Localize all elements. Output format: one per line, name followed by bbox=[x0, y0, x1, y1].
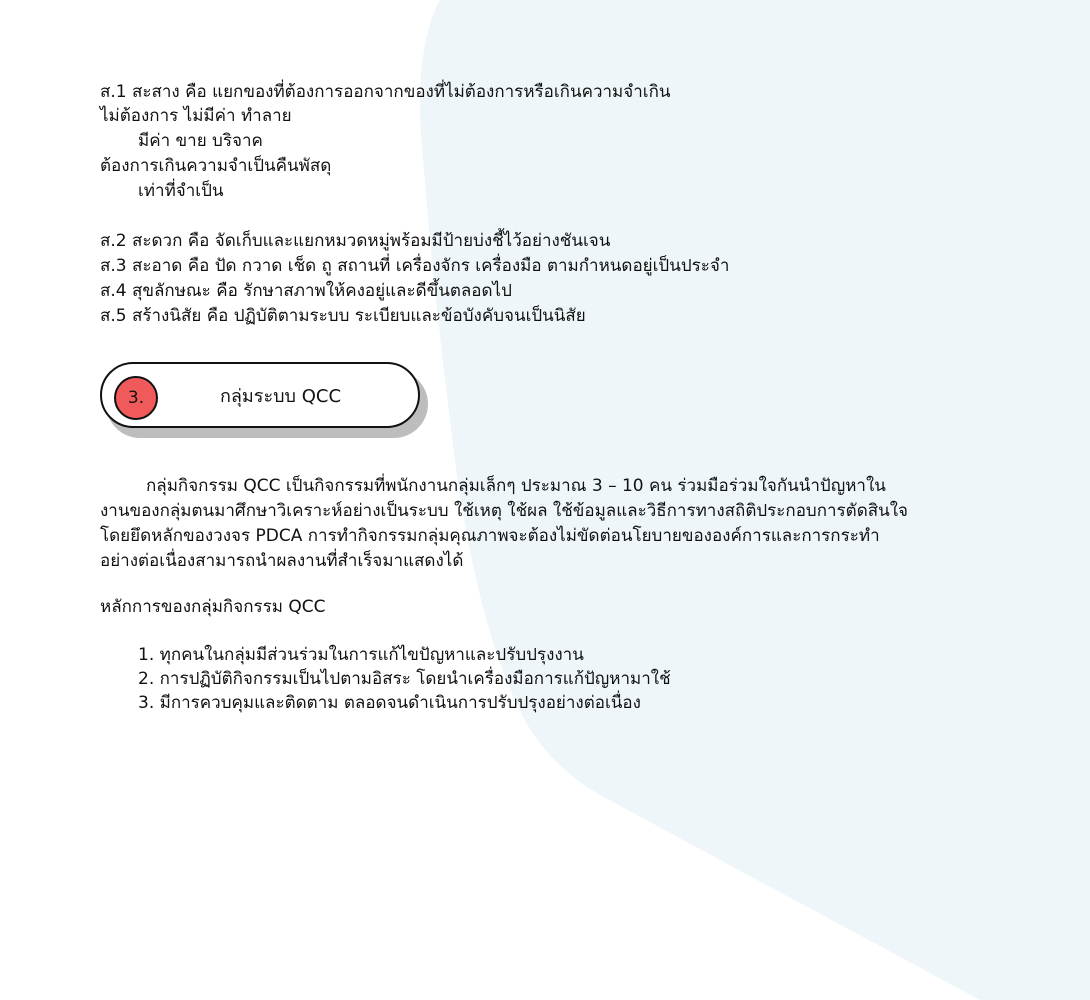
s3-line: ส.3 สะอาด คือ ปัด กวาด เช็ด ถู สถานที่ เครื่องจักร เครื่องมือ ตามกำหนดอยู่เป็นประจำ bbox=[100, 256, 730, 276]
s1-line3: มีค่า ขาย บริจาค bbox=[138, 131, 263, 151]
s2-line: ส.2 สะดวก คือ จัดเก็บและแยกหมวดหมู่พร้อมมีป้ายบ่งชี้ไว้อย่างชันเจน bbox=[100, 231, 611, 251]
section-title: กลุ่มระบบ QCC bbox=[220, 386, 342, 407]
s1-line2: ไม่ต้องการ ไม่มีค่า ทำลาย bbox=[100, 106, 292, 126]
s1-line1: ส.1 สะสาง คือ แยกของที่ต้องการออกจากของที่ไม่ต้องการหรือเกินความจำเกิน bbox=[100, 82, 671, 102]
s1-line5: เท่าที่จำเป็น bbox=[138, 181, 224, 201]
s4-line: ส.4 สุขลักษณะ คือ รักษาสภาพให้คงอยู่และดีขึ้นตลอดไป bbox=[100, 281, 512, 301]
paragraph-line4: อย่างต่อเนื่องสามารถนำผลงานที่สำเร็จมาแสดงได้ bbox=[100, 551, 464, 571]
paragraph-line3: โดยยึดหลักของวงจร PDCA การทำกิจกรรมกลุ่มคุณภาพจะต้องไม่ขัดต่อนโยบายขององค์การและการกระทำ bbox=[100, 526, 880, 546]
section-heading-pill bbox=[100, 362, 420, 428]
principle-item-3: 3. มีการควบคุมและติดตาม ตลอดจนดำเนินการปรับปรุงอย่างต่อเนื่อง bbox=[138, 693, 641, 713]
paragraph-line1: กลุ่มกิจกรรม QCC เป็นกิจกรรมที่พนักงานกลุ่มเล็กๆ ประมาณ 3 – 10 คน ร่วมมือร่วมใจกันนำปัญหาใน bbox=[146, 476, 886, 496]
s5-line: ส.5 สร้างนิสัย คือ ปฏิบัติตามระบบ ระเบียบและข้อบังคับจนเป็นนิสัย bbox=[100, 306, 586, 326]
principle-item-2: 2. การปฏิบัติกิจกรรมเป็นไปตามอิสระ โดยนำเครื่องมือการแก้ปัญหามาใช้ bbox=[138, 669, 671, 689]
paragraph-line2: งานของกลุ่มตนมาศึกษาวิเคราะห์อย่างเป็นระบบ ใช้เหตุ ใช้ผล ใช้ข้อมูลและวิธีการทางสถิติประกอบการตัดสินใจ bbox=[100, 501, 909, 521]
principles-title: หลักการของกลุ่มกิจกรรม QCC bbox=[100, 597, 326, 617]
s1-line4: ต้องการเกินความจำเป็นคืนพัสดุ bbox=[100, 156, 332, 176]
section-number-badge: 3. bbox=[114, 376, 158, 420]
principle-item-1: 1. ทุกคนในกลุ่มมีส่วนร่วมในการแก้ไขปัญหาและปรับปรุงงาน bbox=[138, 645, 584, 665]
